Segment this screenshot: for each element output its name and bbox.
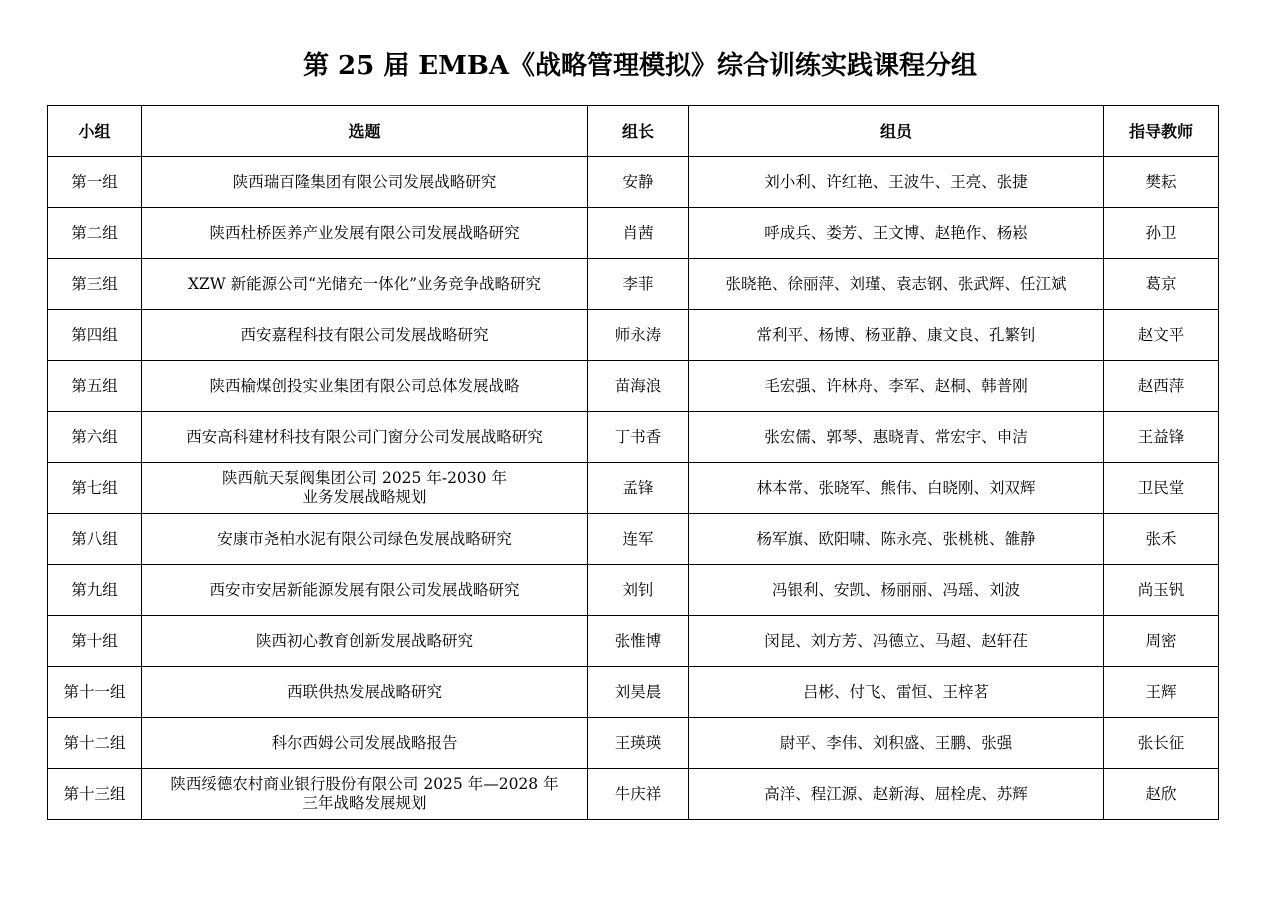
cell-advisor: 赵文平 <box>1104 310 1219 361</box>
group-table <box>47 105 1219 820</box>
cell-topic <box>142 157 588 208</box>
cell-members: 闵昆、刘方芳、冯德立、马超、赵轩茌 <box>689 616 1104 667</box>
table-row <box>48 616 1219 667</box>
cell-members: 杨军旗、欧阳啸、陈永亮、张桃桃、雒静 <box>689 514 1104 565</box>
table-body <box>48 157 1219 820</box>
cell-advisor: 张长征 <box>1104 718 1219 769</box>
table-row <box>48 514 1219 565</box>
cell-leader: 刘昊晨 <box>588 667 689 718</box>
cell-group: 第十组 <box>48 616 142 667</box>
cell-group: 第三组 <box>48 259 142 310</box>
header-advisor: 指导教师 <box>1104 106 1219 157</box>
topic-text: 科尔西姆公司发展战略报告 <box>271 733 458 752</box>
cell-topic <box>142 769 588 820</box>
header-members: 组员 <box>689 106 1104 157</box>
cell-topic <box>142 616 588 667</box>
table-row <box>48 412 1219 463</box>
table-row <box>48 718 1219 769</box>
cell-topic <box>142 361 588 412</box>
cell-topic <box>142 412 588 463</box>
table-header-row <box>48 106 1219 157</box>
cell-leader: 连军 <box>588 514 689 565</box>
cell-leader: 肖茜 <box>588 208 689 259</box>
topic-text: 陕西航天泵阀集团公司 2025 年-2030 年 业务发展战略规划 <box>222 469 507 506</box>
cell-group: 第十三组 <box>48 769 142 820</box>
cell-group: 第十一组 <box>48 667 142 718</box>
table-row <box>48 565 1219 616</box>
topic-text: 陕西绥德农村商业银行股份有限公司 2025 年—2028 年 三年战略发展规划 <box>170 775 559 812</box>
cell-members: 张晓艳、徐丽萍、刘瑾、袁志钢、张武辉、任江斌 <box>689 259 1104 310</box>
topic-text: 陕西榆煤创投实业集团有限公司总体发展战略 <box>209 376 520 395</box>
topic-text: 西安市安居新能源发展有限公司发展战略研究 <box>209 580 520 599</box>
table-row <box>48 667 1219 718</box>
cell-group: 第五组 <box>48 361 142 412</box>
header-group: 小组 <box>48 106 142 157</box>
cell-advisor: 王益锋 <box>1104 412 1219 463</box>
cell-group: 第四组 <box>48 310 142 361</box>
cell-leader: 张惟博 <box>588 616 689 667</box>
cell-advisor: 卫民堂 <box>1104 463 1219 514</box>
cell-members: 林本常、张晓军、熊伟、白晓刚、刘双辉 <box>689 463 1104 514</box>
cell-leader: 丁书香 <box>588 412 689 463</box>
cell-topic <box>142 259 588 310</box>
cell-group: 第八组 <box>48 514 142 565</box>
cell-members: 张宏儒、郭琴、惠晓青、常宏宇、申洁 <box>689 412 1104 463</box>
cell-members: 刘小利、许红艳、王波牛、王亮、张捷 <box>689 157 1104 208</box>
cell-topic <box>142 514 588 565</box>
cell-leader: 王瑛瑛 <box>588 718 689 769</box>
cell-group: 第一组 <box>48 157 142 208</box>
header-leader: 组长 <box>588 106 689 157</box>
cell-group: 第七组 <box>48 463 142 514</box>
topic-text: 西安高科建材科技有限公司门窗分公司发展战略研究 <box>186 427 543 446</box>
cell-members: 吕彬、付飞、雷恒、王梓茗 <box>689 667 1104 718</box>
topic-text: 陕西初心教育创新发展战略研究 <box>255 631 473 650</box>
cell-topic <box>142 565 588 616</box>
cell-leader: 苗海浪 <box>588 361 689 412</box>
cell-advisor: 张禾 <box>1104 514 1219 565</box>
topic-text: 陕西瑞百隆集团有限公司发展战略研究 <box>232 172 497 191</box>
cell-group: 第二组 <box>48 208 142 259</box>
table-row <box>48 769 1219 820</box>
cell-advisor: 樊耘 <box>1104 157 1219 208</box>
cell-members: 尉平、李伟、刘积盛、王鹏、张强 <box>689 718 1104 769</box>
cell-members: 冯银利、安凯、杨丽丽、冯瑶、刘波 <box>689 565 1104 616</box>
cell-topic <box>142 718 588 769</box>
cell-group: 第十二组 <box>48 718 142 769</box>
cell-advisor: 周密 <box>1104 616 1219 667</box>
cell-leader: 李菲 <box>588 259 689 310</box>
cell-advisor: 葛京 <box>1104 259 1219 310</box>
topic-text: 陕西杜桥医养产业发展有限公司发展战略研究 <box>209 223 520 242</box>
cell-group: 第六组 <box>48 412 142 463</box>
header-topic: 选题 <box>142 106 588 157</box>
cell-leader: 孟锋 <box>588 463 689 514</box>
cell-members: 呼成兵、娄芳、王文博、赵艳作、杨崧 <box>689 208 1104 259</box>
topic-text: 安康市尧柏水泥有限公司绿色发展战略研究 <box>217 529 512 548</box>
cell-members: 高洋、程江源、赵新海、屈栓虎、苏辉 <box>689 769 1104 820</box>
cell-members: 常利平、杨博、杨亚静、康文良、孔繁钊 <box>689 310 1104 361</box>
cell-group: 第九组 <box>48 565 142 616</box>
table-row <box>48 361 1219 412</box>
table-row <box>48 463 1219 514</box>
table-row <box>48 157 1219 208</box>
table-row <box>48 259 1219 310</box>
document-title: 第 25 届 EMBA《战略管理模拟》综合训练实践课程分组 <box>302 51 978 81</box>
table-row <box>48 310 1219 361</box>
cell-advisor: 尚玉钒 <box>1104 565 1219 616</box>
topic-text: 西安嘉程科技有限公司发展战略研究 <box>240 325 489 344</box>
cell-advisor: 赵欣 <box>1104 769 1219 820</box>
cell-advisor: 王辉 <box>1104 667 1219 718</box>
cell-leader: 牛庆祥 <box>588 769 689 820</box>
cell-topic <box>142 310 588 361</box>
cell-advisor: 孙卫 <box>1104 208 1219 259</box>
cell-topic <box>142 463 588 514</box>
cell-topic <box>142 208 588 259</box>
cell-leader: 师永涛 <box>588 310 689 361</box>
cell-members: 毛宏强、许林舟、李军、赵桐、韩普刚 <box>689 361 1104 412</box>
cell-leader: 刘钊 <box>588 565 689 616</box>
topic-text: 西联供热发展战略研究 <box>286 682 442 701</box>
cell-advisor: 赵西萍 <box>1104 361 1219 412</box>
cell-leader: 安静 <box>588 157 689 208</box>
topic-text: XZW 新能源公司“光储充一体化”业务竞争战略研究 <box>187 274 541 293</box>
cell-topic <box>142 667 588 718</box>
table-row <box>48 208 1219 259</box>
